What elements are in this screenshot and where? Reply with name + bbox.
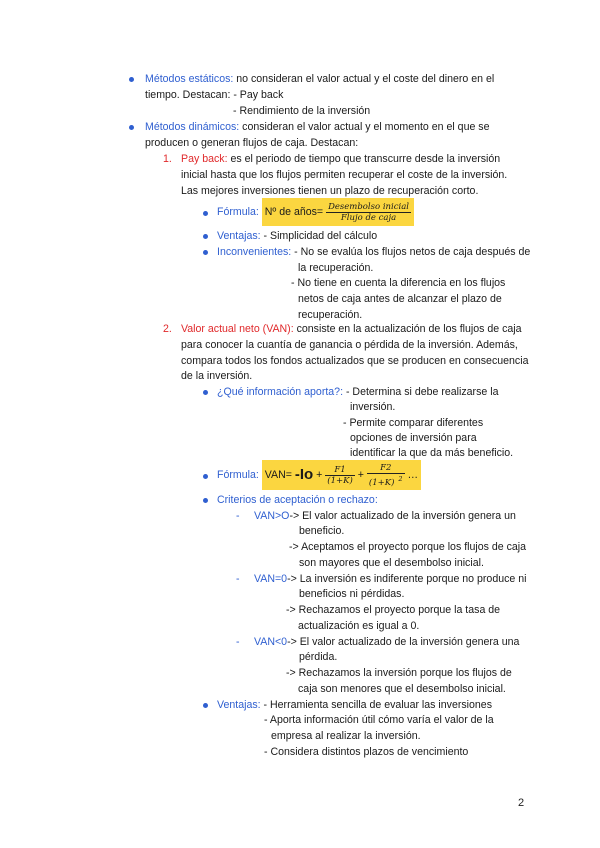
van-line-3: compara todos los fondos actualizados que se producen en consecuencia	[181, 355, 529, 367]
dinamicos-line-1	[145, 120, 490, 134]
bullet-dot	[203, 390, 208, 395]
payback-inconv-line-2: la recuperación.	[298, 262, 374, 274]
payback-inconv-label: Inconvenientes:	[217, 246, 292, 258]
van-formula	[217, 460, 421, 490]
van-c1-text: -> El valor actualizado de la inversión genera un	[289, 510, 516, 522]
van-fraction-1	[325, 465, 355, 486]
payback-ventajas-label: Ventajas:	[217, 230, 261, 242]
dinamicos-line-2: producen o generan flujos de caja. Destacan:	[145, 137, 359, 149]
payback-formula-lhs: Nº de años=	[264, 206, 324, 219]
van-fraction-2-exp: 2	[398, 474, 403, 483]
van-c1-label: VAN>O	[254, 510, 290, 522]
van-c3-label: VAN<0	[254, 636, 288, 648]
van-ventajas-line-2: - Aporta información útil cómo varía el valor de la	[264, 714, 494, 726]
van-fraction-1-num: F1	[325, 465, 355, 476]
van-formula-plus-1: +	[313, 469, 326, 482]
van-number: 2.	[163, 323, 172, 335]
dash-marker: -	[236, 636, 240, 648]
van-c2-line-3: -> Rechazamos el proyecto porque la tasa de	[286, 604, 501, 616]
payback-inconv-line-5: recuperación.	[298, 309, 363, 321]
van-c1-line-3: -> Aceptamos el proyecto porque los flujos de caja	[289, 541, 527, 553]
bullet-dot	[203, 474, 208, 479]
estaticos-title: Métodos estáticos:	[145, 73, 234, 85]
van-fraction-2	[367, 463, 405, 488]
dinamicos-text-1: consideran el valor actual y el momento en el que se	[239, 121, 490, 133]
van-formula-label: Fórmula:	[217, 469, 259, 482]
payback-formula-box	[262, 198, 414, 226]
van-c3-line-4: caja son menores que el desembolso inicial.	[298, 683, 506, 695]
estaticos-line-3: - Rendimiento de la inversión	[233, 105, 371, 117]
van-info-line-3: - Permite comparar diferentes	[343, 417, 484, 429]
payback-inconv-line-3: - No tiene en cuenta la diferencia en los flujos	[291, 277, 506, 289]
van-ventajas-line-4: - Considera distintos plazos de vencimiento	[264, 746, 469, 758]
payback-fraction-num: Desembolso inicial	[328, 201, 409, 212]
van-c3-line-2: pérdida.	[299, 651, 338, 663]
van-info-text: - Determina si debe realizarse la	[343, 386, 499, 398]
van-formula-dots: …	[404, 469, 419, 482]
van-title: Valor actual neto (VAN):	[181, 323, 294, 335]
bullet-dot	[203, 211, 208, 216]
van-fraction-2-base: (1+K)	[368, 477, 395, 488]
payback-title: Pay back:	[181, 153, 228, 165]
van-ventajas-label: Ventajas:	[217, 699, 261, 711]
van-c1-line-2: beneficio.	[299, 525, 345, 537]
dash-marker: -	[236, 510, 240, 522]
van-ventajas	[217, 698, 492, 712]
van-formula-lhs: VAN=	[264, 469, 295, 482]
van-c2-label: VAN=0	[254, 573, 288, 585]
dash-marker: -	[236, 573, 240, 585]
payback-ventajas-text: - Simplicidad del cálculo	[260, 230, 378, 242]
bullet-dot	[203, 498, 208, 503]
van-info-line-2: inversión.	[350, 401, 396, 413]
van-fraction-2-den	[367, 474, 405, 488]
payback-inconv	[217, 245, 530, 259]
payback-fraction-den: Flujo de caja	[340, 212, 397, 223]
van-c2-line-4: actualización es igual a 0.	[298, 620, 420, 632]
van-info-line-5: identificar la que da más beneficio.	[350, 447, 514, 459]
van-info-line-4: opciones de inversión para	[350, 432, 477, 444]
page-number: 2	[518, 797, 525, 809]
van-line-4: de la inversión.	[181, 370, 253, 382]
bullet-dot	[203, 703, 208, 708]
van-c3-line-3: -> Rechazamos la inversión porque los flujos de	[286, 667, 512, 679]
dinamicos-title: Métodos dinámicos:	[145, 121, 240, 133]
estaticos-line-2: tiempo. Destacan: - Pay back	[145, 89, 284, 101]
payback-fraction	[326, 202, 411, 223]
bullet-dot	[129, 77, 134, 82]
payback-formula	[217, 198, 414, 226]
van-formula-io: -Io	[294, 466, 314, 484]
bullet-dot	[129, 125, 134, 130]
van-formula-box	[262, 460, 421, 490]
van-c3-text: -> El valor actualizado de la inversión genera una	[287, 636, 520, 648]
payback-inconv-text: - No se evalúa los flujos netos de caja después de	[291, 246, 531, 258]
van-formula-plus-2: +	[354, 469, 367, 482]
van-c1	[254, 509, 516, 523]
payback-line-2: inicial hasta que los flujos permiten recuperar el coste de la inversión.	[181, 169, 508, 181]
van-c3	[254, 635, 519, 649]
bullet-dot	[203, 234, 208, 239]
van-c2-text: -> La inversión es indiferente porque no produce ni	[287, 573, 527, 585]
payback-ventajas	[217, 229, 377, 243]
payback-number: 1.	[163, 153, 172, 165]
payback-line-3: Las mejores inversiones tienen un plazo de recuperación corto.	[181, 185, 479, 197]
van-ventajas-line-3: empresa al realizar la inversión.	[271, 730, 421, 742]
payback-line-1	[181, 152, 500, 166]
van-info	[217, 385, 498, 399]
van-line-1	[181, 322, 522, 336]
van-c2-line-2: beneficios ni pérdidas.	[299, 588, 405, 600]
van-line-2: para conocer la cuantía de ganancia o pérdida de la inversión. Además,	[181, 339, 518, 351]
van-fraction-2-num: F2	[367, 463, 405, 474]
van-fraction-1-den: (1+K)	[327, 475, 353, 486]
van-c1-line-4: son mayores que el desembolso inicial.	[299, 557, 484, 569]
van-ventajas-text: - Herramienta sencilla de evaluar las inversiones	[260, 699, 492, 711]
van-criterios-label: Criterios de aceptación o rechazo:	[217, 494, 378, 506]
van-info-label: ¿Qué información aporta?:	[217, 386, 344, 398]
bullet-dot	[203, 250, 208, 255]
van-text-1: consiste en la actualización de los flujos de caja	[293, 323, 522, 335]
estaticos-line-1	[145, 72, 494, 86]
payback-inconv-line-4: netos de caja antes de alcanzar el plazo de	[298, 293, 502, 305]
payback-formula-label: Fórmula:	[217, 206, 259, 218]
van-c2	[254, 572, 526, 586]
payback-text-1: es el periodo de tiempo que transcurre desde la inversión	[227, 153, 501, 165]
estaticos-text-1: no consideran el valor actual y el coste del dinero en el	[233, 73, 495, 85]
